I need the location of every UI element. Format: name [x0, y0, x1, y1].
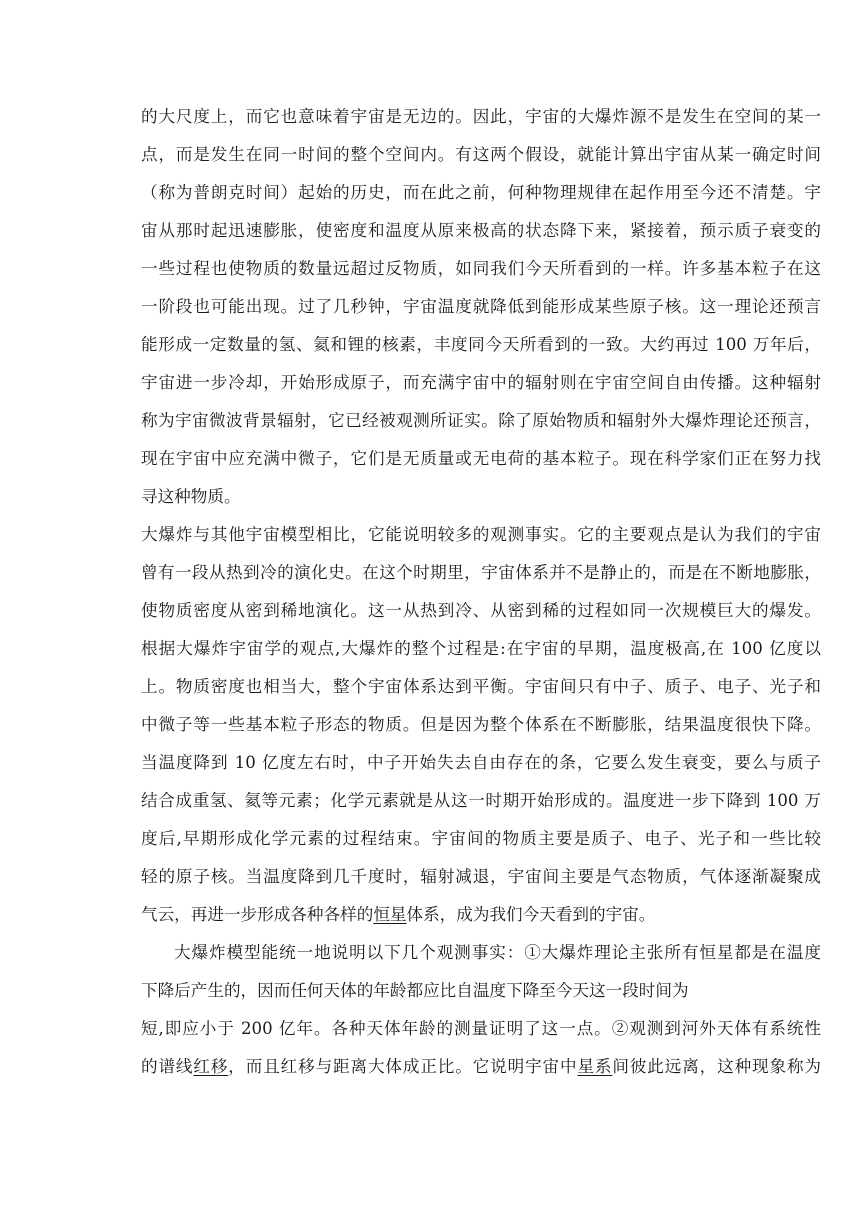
text-line: 称为宇宙微波背景辐射，它已经被观测所证实。除了原始物质和辐射外大爆炸理论还预言， — [141, 411, 821, 430]
text-line: 短,即应小于 200 亿年。各种天体年龄的测量证明了这一点。②观测到河外天体有系统性 — [141, 1019, 821, 1038]
text-line: 宇宙进一步冷却，开始形成原子，而充满宇宙中的辐射则在宇宙空间自由传播。这种辐射 — [141, 373, 821, 392]
text-line: 大爆炸与其他宇宙模型相比，它能说明较多的观测事实。它的主要观点是认为我们的宇宙 — [141, 525, 821, 544]
paragraph-3 — [141, 934, 821, 1086]
text-line: 使物质密度从密到稀地演化。这一从热到冷、从密到稀的过程如同一次规模巨大的爆发。 — [141, 601, 821, 620]
text-line — [141, 896, 821, 934]
text-line: 寻这种物质。 — [141, 487, 241, 506]
text-line: 点，而是发生在同一时间的整个空间内。有这两个假设，就能计算出宇宙从某一确定时间 — [141, 145, 821, 164]
paragraph-2 — [141, 516, 821, 934]
text-segment: ，而且红移与距离大体成正比。它说明宇宙中 — [228, 1057, 578, 1076]
text-line: 当温度降到 10 亿度左右时，中子开始失去自由存在的条，它要么发生衰变，要么与质子 — [141, 753, 821, 772]
text-segment: 的谱线 — [141, 1057, 194, 1076]
text-line: 根据大爆炸宇宙学的观点,大爆炸的整个过程是:在宇宙的早期，温度极高,在 100 亿度以 — [141, 639, 821, 658]
text-segment: 间彼此远离，这种现象称为 — [612, 1057, 822, 1076]
text-line: 现在宇宙中应充满中微子，它们是无质量或无电荷的基本粒子。现在科学家们正在努力找 — [141, 449, 821, 468]
text-line: （称为普朗克时间）起始的历史，而在此之前，何种物理规律在起作用至今还不清楚。宇 — [141, 183, 821, 202]
text-line: 上。物质密度也相当大，整个宇宙体系达到平衡。宇宙间只有中子、质子、电子、光子和 — [141, 677, 821, 696]
paragraph-1 — [141, 98, 821, 516]
text-line: 能形成一定数量的氢、氦和锂的核素，丰度同今天所看到的一致。大约再过 100 万年后， — [141, 335, 821, 354]
text-line: 结合成重氢、氦等元素；化学元素就是从这一时期开始形成的。温度进一步下降到 100 万 — [141, 791, 821, 810]
text-line: 一些过程也使物质的数量远超过反物质，如同我们今天所看到的一样。许多基本粒子在这 — [141, 259, 821, 278]
text-line: 宙从那时起迅速膨胀，使密度和温度从原来极高的状态降下来，紧接着，预示质子衰变的 — [141, 221, 821, 240]
text-line: 曾有一段从热到冷的演化史。在这个时期里，宇宙体系并不是静止的，而是在不断地膨胀， — [141, 563, 821, 582]
hyperlink-xingxi[interactable]: 星系 — [577, 1057, 613, 1076]
text-segment: 气云，再进一步形成各种各样的 — [141, 905, 374, 924]
hyperlink-hongyi[interactable]: 红移 — [193, 1057, 229, 1076]
text-line: 轻的原子核。当温度降到几千度时，辐射减退，宇宙间主要是气态物质，气体逐渐凝聚成 — [141, 867, 821, 886]
text-line: 一阶段也可能出现。过了几秒钟，宇宙温度就降低到能形成某些原子核。这一理论还预言 — [141, 297, 821, 316]
document-body — [141, 98, 821, 1086]
text-segment: 体系，成为我们今天看到的宇宙。 — [406, 905, 656, 924]
text-line: 中微子等一些基本粒子形态的物质。但是因为整个体系在不断膨胀，结果温度很快下降。 — [141, 715, 821, 734]
text-line: 的大尺度上，而它也意味着宇宙是无边的。因此，宇宙的大爆炸源不是发生在空间的某一 — [141, 107, 821, 126]
hyperlink-hengxing[interactable]: 恒星 — [373, 905, 407, 924]
text-line: 下降后产生的，因而任何天体的年龄都应比自温度下降至今天这一段时间为 — [141, 981, 689, 1000]
text-line: 大爆炸模型能统一地说明以下几个观测事实：①大爆炸理论主张所有恒星都是在温度 — [174, 943, 821, 962]
text-line — [141, 1048, 821, 1086]
text-line: 度后,早期形成化学元素的过程结束。宇宙间的物质主要是质子、电子、光子和一些比较 — [141, 829, 821, 848]
